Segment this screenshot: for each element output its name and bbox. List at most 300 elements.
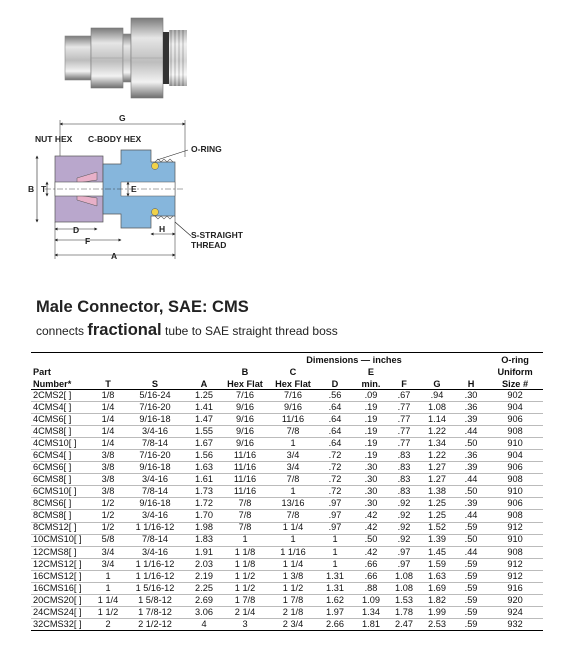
cell-h: .59 bbox=[464, 570, 478, 581]
table-row bbox=[31, 546, 543, 558]
label-a: A bbox=[111, 251, 118, 261]
cell-c: 1 bbox=[290, 486, 296, 497]
cell-s: 7/8-14 bbox=[141, 438, 169, 449]
cell-g: 1.34 bbox=[428, 438, 446, 449]
table-row bbox=[31, 402, 543, 414]
cell-c: 1 bbox=[290, 438, 296, 449]
cell-e: 1.09 bbox=[362, 594, 380, 605]
cell-part-number: 16CMS16[ ] bbox=[33, 582, 82, 593]
cell-s: 1 1/16-12 bbox=[135, 570, 175, 581]
table-body bbox=[31, 390, 543, 631]
cell-h: .50 bbox=[464, 534, 478, 545]
cell-a: 1.91 bbox=[195, 546, 213, 557]
cell-f: .83 bbox=[397, 474, 411, 485]
cell-oring-size: 910 bbox=[507, 534, 523, 545]
cell-h: .44 bbox=[464, 546, 478, 557]
cell-s: 1 7/8-12 bbox=[138, 606, 172, 617]
cell-part-number: 4CMS10[ ] bbox=[33, 438, 77, 449]
cell-h: .36 bbox=[464, 450, 478, 461]
cell-oring-size: 906 bbox=[507, 462, 523, 473]
cell-f: .83 bbox=[397, 486, 411, 497]
cell-e: .30 bbox=[364, 486, 378, 497]
table-row bbox=[31, 426, 543, 438]
header-c-top: C bbox=[289, 366, 297, 377]
cell-h: .36 bbox=[464, 401, 478, 412]
cell-b: 9/16 bbox=[236, 401, 254, 412]
cell-s: 7/8-14 bbox=[141, 534, 169, 545]
cell-f: 1.08 bbox=[395, 582, 413, 593]
cell-a: 1.25 bbox=[195, 389, 213, 400]
header-dimensions: Dimensions — inches bbox=[221, 353, 487, 366]
header-e-top: E bbox=[367, 366, 375, 377]
cell-part-number: 6CMS10[ ] bbox=[33, 486, 77, 497]
cell-t: 1/4 bbox=[101, 401, 115, 412]
table-row bbox=[31, 414, 543, 426]
header-t: T bbox=[93, 377, 123, 390]
table-row bbox=[31, 558, 543, 570]
cell-part-number: 4CMS8[ ] bbox=[33, 426, 72, 437]
cell-b: 1 1/2 bbox=[234, 582, 256, 593]
cell-part-number: 12CMS8[ ] bbox=[33, 546, 77, 557]
cell-part-number: 4CMS4[ ] bbox=[33, 401, 72, 412]
header-row-1 bbox=[31, 353, 543, 366]
cell-part-number: 8CMS8[ ] bbox=[33, 510, 72, 521]
cell-b: 7/8 bbox=[238, 498, 252, 509]
cell-oring-size: 912 bbox=[507, 570, 523, 581]
cell-b: 11/16 bbox=[233, 462, 257, 473]
cell-e: .19 bbox=[364, 438, 378, 449]
cell-b: 1 1/8 bbox=[234, 558, 256, 569]
cell-f: .92 bbox=[397, 522, 411, 533]
cell-t: 1/8 bbox=[101, 389, 115, 400]
cell-g: 1.27 bbox=[428, 474, 446, 485]
cell-t: 3/4 bbox=[101, 558, 115, 569]
cell-a: 1.67 bbox=[195, 438, 213, 449]
cell-e: .66 bbox=[364, 558, 378, 569]
label-o-ring: O-RING bbox=[191, 144, 222, 154]
cell-s: 7/16-20 bbox=[139, 401, 171, 412]
cell-f: .77 bbox=[397, 426, 411, 437]
cell-g: 2.53 bbox=[428, 618, 446, 629]
cell-g: 1.69 bbox=[428, 582, 446, 593]
cell-b: 3 bbox=[242, 618, 248, 629]
cell-oring-size: 912 bbox=[507, 522, 523, 533]
cell-e: .19 bbox=[364, 426, 378, 437]
page-title: Male Connector, SAE: CMS bbox=[36, 298, 249, 316]
cell-t: 1/2 bbox=[101, 522, 115, 533]
table-row bbox=[31, 618, 543, 630]
cell-g: 1.22 bbox=[428, 450, 446, 461]
cell-s: 7/16-20 bbox=[139, 450, 171, 461]
header-oring-top: O-ring bbox=[487, 353, 543, 366]
cell-c: 1 1/2 bbox=[282, 582, 304, 593]
cell-f: .97 bbox=[397, 558, 411, 569]
cell-d: .64 bbox=[328, 426, 342, 437]
subtitle-emphasis: fractional bbox=[87, 321, 162, 339]
cell-a: 2.69 bbox=[195, 594, 213, 605]
cell-part-number: 8CMS12[ ] bbox=[33, 522, 77, 533]
cell-t: 1/4 bbox=[101, 438, 115, 449]
cell-a: 3.06 bbox=[195, 606, 213, 617]
cell-oring-size: 902 bbox=[507, 389, 523, 400]
cell-h: .39 bbox=[464, 414, 478, 425]
cell-t: 5/8 bbox=[101, 534, 115, 545]
cell-a: 1.63 bbox=[195, 462, 213, 473]
table-row bbox=[31, 486, 543, 498]
cell-oring-size: 910 bbox=[507, 486, 523, 497]
label-g: G bbox=[119, 113, 126, 123]
label-e: E bbox=[131, 184, 137, 194]
cell-d: .64 bbox=[328, 401, 342, 412]
label-f: F bbox=[85, 236, 91, 246]
cell-h: .59 bbox=[464, 522, 478, 533]
cell-part-number: 24CMS24[ ] bbox=[33, 606, 82, 617]
fitting-photo bbox=[55, 6, 195, 106]
cell-d: 1 bbox=[332, 558, 338, 569]
cell-e: .09 bbox=[364, 389, 378, 400]
cell-f: 1.53 bbox=[395, 594, 413, 605]
cell-h: .50 bbox=[464, 486, 478, 497]
cell-a: 2.19 bbox=[195, 570, 213, 581]
cell-oring-size: 904 bbox=[507, 401, 523, 412]
cell-c: 2 3/4 bbox=[282, 618, 304, 629]
cell-s: 9/16-18 bbox=[139, 462, 171, 473]
cell-oring-size: 912 bbox=[507, 558, 523, 569]
table-row bbox=[31, 570, 543, 582]
cell-g: 1.38 bbox=[428, 486, 446, 497]
cell-d: .97 bbox=[328, 498, 342, 509]
header-d: D bbox=[317, 377, 353, 390]
cell-h: .59 bbox=[464, 618, 478, 629]
cell-s: 1 1/16-12 bbox=[135, 522, 175, 533]
cell-c: 2 1/8 bbox=[282, 606, 304, 617]
cell-part-number: 6CMS6[ ] bbox=[33, 462, 72, 473]
cell-t: 3/8 bbox=[101, 462, 115, 473]
cell-h: .39 bbox=[464, 498, 478, 509]
cell-f: .92 bbox=[397, 510, 411, 521]
cell-h: .59 bbox=[464, 594, 478, 605]
label-thread: THREAD bbox=[191, 240, 227, 250]
cell-oring-size: 910 bbox=[507, 438, 523, 449]
cell-b: 1 bbox=[242, 534, 248, 545]
header-f: F bbox=[389, 377, 419, 390]
cell-a: 1.61 bbox=[195, 474, 213, 485]
cell-t: 1/2 bbox=[101, 510, 115, 521]
cell-t: 1/2 bbox=[101, 498, 115, 509]
cell-e: .30 bbox=[364, 462, 378, 473]
cell-h: .59 bbox=[464, 558, 478, 569]
cell-c: 9/16 bbox=[284, 401, 302, 412]
label-s-straight: S-STRAIGHT bbox=[191, 230, 243, 240]
page-subtitle bbox=[36, 321, 338, 340]
cell-oring-size: 920 bbox=[507, 594, 523, 605]
header-g: G bbox=[419, 377, 455, 390]
cell-s: 9/16-18 bbox=[139, 498, 171, 509]
cell-part-number: 10CMS10[ ] bbox=[33, 534, 82, 545]
cell-d: .64 bbox=[328, 438, 342, 449]
cell-b: 9/16 bbox=[236, 438, 254, 449]
header-b-bottom: Hex Flat bbox=[221, 377, 269, 390]
cell-c: 1 3/8 bbox=[282, 570, 304, 581]
cell-t: 3/8 bbox=[101, 450, 115, 461]
cell-c: 1 1/16 bbox=[280, 546, 306, 557]
cell-oring-size: 924 bbox=[507, 606, 523, 617]
cell-part-number: 12CMS12[ ] bbox=[33, 558, 82, 569]
cell-b: 11/16 bbox=[233, 486, 257, 497]
header-b-top: B bbox=[241, 366, 249, 377]
cell-oring-size: 906 bbox=[507, 414, 523, 425]
cell-t: 1 bbox=[105, 582, 111, 593]
header-a: A bbox=[187, 377, 221, 390]
table-row bbox=[31, 522, 543, 534]
cell-d: 1.62 bbox=[326, 594, 344, 605]
cell-h: .59 bbox=[464, 606, 478, 617]
header-row-2 bbox=[31, 365, 543, 377]
cell-t: 2 bbox=[105, 618, 111, 629]
cell-e: .19 bbox=[364, 414, 378, 425]
cell-s: 3/4-16 bbox=[141, 510, 169, 521]
cell-h: .44 bbox=[464, 426, 478, 437]
cell-s: 7/8-14 bbox=[141, 486, 169, 497]
cell-a: 1.41 bbox=[195, 401, 213, 412]
table-row bbox=[31, 390, 543, 402]
cell-part-number: 20CMS20[ ] bbox=[33, 594, 82, 605]
table-row bbox=[31, 594, 543, 606]
cell-t: 3/8 bbox=[101, 474, 115, 485]
cell-d: 1.31 bbox=[326, 582, 344, 593]
cell-d: .64 bbox=[328, 414, 342, 425]
cell-oring-size: 908 bbox=[507, 474, 523, 485]
label-b: B bbox=[28, 184, 35, 194]
cell-g: 1.27 bbox=[428, 462, 446, 473]
cell-c: 11/16 bbox=[281, 414, 305, 425]
cell-e: .42 bbox=[364, 546, 378, 557]
cell-g: 1.25 bbox=[428, 510, 446, 521]
cell-t: 1/4 bbox=[101, 426, 115, 437]
cell-e: .19 bbox=[364, 450, 378, 461]
cell-f: .83 bbox=[397, 450, 411, 461]
cell-s: 1 5/16-12 bbox=[135, 582, 175, 593]
cell-f: 2.47 bbox=[395, 618, 413, 629]
cell-f: 1.78 bbox=[395, 606, 413, 617]
header-row-3 bbox=[31, 377, 543, 390]
cell-h: .44 bbox=[464, 474, 478, 485]
cell-e: .42 bbox=[364, 510, 378, 521]
cell-oring-size: 906 bbox=[507, 498, 523, 509]
cell-g: 1.25 bbox=[428, 498, 446, 509]
table-row bbox=[31, 534, 543, 546]
cell-f: .83 bbox=[397, 462, 411, 473]
cell-d: .56 bbox=[328, 389, 342, 400]
cell-d: .72 bbox=[328, 462, 342, 473]
cell-c: 1 bbox=[290, 534, 296, 545]
cell-d: 1 bbox=[332, 546, 338, 557]
cell-a: 1.70 bbox=[195, 510, 213, 521]
cell-d: 1.31 bbox=[326, 570, 344, 581]
cell-g: 1.45 bbox=[428, 546, 446, 557]
subtitle-pre: connects bbox=[36, 324, 85, 338]
cell-a: 2.03 bbox=[195, 558, 213, 569]
cell-b: 11/16 bbox=[233, 450, 257, 461]
cell-d: .97 bbox=[328, 522, 342, 533]
cell-g: 1.63 bbox=[428, 570, 446, 581]
cell-h: .39 bbox=[464, 462, 478, 473]
cell-oring-size: 932 bbox=[507, 618, 523, 629]
header-part-top: Part bbox=[33, 366, 51, 377]
cell-t: 1 1/2 bbox=[97, 606, 119, 617]
cell-e: 1.34 bbox=[362, 606, 380, 617]
cell-oring-size: 904 bbox=[507, 450, 523, 461]
cell-b: 9/16 bbox=[236, 426, 254, 437]
cell-b: 7/16 bbox=[236, 389, 254, 400]
cell-e: .50 bbox=[364, 534, 378, 545]
cell-g: 1.39 bbox=[428, 534, 446, 545]
cell-g: 1.22 bbox=[428, 426, 446, 437]
cell-s: 1 5/8-12 bbox=[138, 594, 172, 605]
cell-e: .88 bbox=[364, 582, 378, 593]
header-e-bottom: min. bbox=[353, 377, 389, 390]
cell-e: .19 bbox=[364, 401, 378, 412]
label-d: D bbox=[73, 225, 80, 235]
cell-s: 3/4-16 bbox=[141, 474, 169, 485]
cross-section-diagram bbox=[25, 112, 285, 262]
cell-g: 1.08 bbox=[428, 401, 446, 412]
cell-b: 1 7/8 bbox=[234, 594, 256, 605]
cell-h: .30 bbox=[464, 389, 478, 400]
label-h: H bbox=[159, 224, 166, 234]
cell-c: 1 7/8 bbox=[282, 594, 304, 605]
cell-d: 1 bbox=[332, 534, 338, 545]
header-part-bottom: Number* bbox=[31, 377, 93, 390]
cell-h: .44 bbox=[464, 510, 478, 521]
table-row bbox=[31, 462, 543, 474]
header-c-bottom: Hex Flat bbox=[269, 377, 317, 390]
cell-t: 1 1/4 bbox=[97, 594, 119, 605]
cell-a: 1.73 bbox=[195, 486, 213, 497]
cell-h: .50 bbox=[464, 438, 478, 449]
cell-part-number: 6CMS8[ ] bbox=[33, 474, 72, 485]
cell-oring-size: 908 bbox=[507, 546, 523, 557]
cell-part-number: 6CMS4[ ] bbox=[33, 450, 72, 461]
cell-g: 1.59 bbox=[428, 558, 446, 569]
cell-g: 1.52 bbox=[428, 522, 446, 533]
table-row bbox=[31, 510, 543, 522]
cell-f: .77 bbox=[397, 401, 411, 412]
cell-a: 1.55 bbox=[195, 426, 213, 437]
cell-a: 1.98 bbox=[195, 522, 213, 533]
table-row bbox=[31, 606, 543, 618]
cell-a: 1.83 bbox=[195, 534, 213, 545]
cell-oring-size: 908 bbox=[507, 426, 523, 437]
subtitle-post: tube to SAE straight thread boss bbox=[165, 324, 338, 338]
cell-e: .66 bbox=[364, 570, 378, 581]
label-c-body-hex: C-BODY HEX bbox=[88, 134, 142, 144]
cell-s: 5/16-24 bbox=[139, 389, 171, 400]
cell-e: .30 bbox=[364, 474, 378, 485]
table-row bbox=[31, 438, 543, 450]
cell-f: .92 bbox=[397, 498, 411, 509]
cell-d: .72 bbox=[328, 450, 342, 461]
cell-part-number: 32CMS32[ ] bbox=[33, 618, 82, 629]
cell-b: 2 1/4 bbox=[234, 606, 256, 617]
cell-b: 7/8 bbox=[238, 510, 252, 521]
header-h: H bbox=[455, 377, 487, 390]
cell-c: 13/16 bbox=[281, 498, 305, 509]
cell-c: 3/4 bbox=[286, 462, 300, 473]
cell-g: 1.14 bbox=[428, 414, 446, 425]
cell-s: 3/4-16 bbox=[141, 546, 169, 557]
cell-d: .72 bbox=[328, 474, 342, 485]
cell-f: .67 bbox=[397, 389, 411, 400]
cell-t: 1/4 bbox=[101, 414, 115, 425]
cell-f: .77 bbox=[397, 438, 411, 449]
cell-part-number: 16CMS12[ ] bbox=[33, 570, 82, 581]
cell-s: 2 1/2-12 bbox=[138, 618, 172, 629]
cell-d: 1.97 bbox=[326, 606, 344, 617]
cell-g: 1.82 bbox=[428, 594, 446, 605]
cell-c: 3/4 bbox=[286, 450, 300, 461]
cell-part-number: 2CMS2[ ] bbox=[33, 389, 72, 400]
cell-c: 7/16 bbox=[284, 389, 302, 400]
table-row bbox=[31, 474, 543, 486]
header-s: S bbox=[123, 377, 187, 390]
cell-part-number: 8CMS6[ ] bbox=[33, 498, 72, 509]
cell-b: 1 1/2 bbox=[234, 570, 256, 581]
cell-a: 2.25 bbox=[195, 582, 213, 593]
cell-s: 3/4-16 bbox=[141, 426, 169, 437]
header-oring-bottom: Size # bbox=[487, 377, 543, 390]
cell-b: 9/16 bbox=[236, 414, 254, 425]
cell-t: 3/4 bbox=[101, 546, 115, 557]
cell-a: 1.56 bbox=[195, 450, 213, 461]
cell-e: .42 bbox=[364, 522, 378, 533]
cell-b: 7/8 bbox=[238, 522, 252, 533]
cell-e: 1.81 bbox=[362, 618, 380, 629]
cell-s: 1 1/16-12 bbox=[135, 558, 175, 569]
cell-t: 3/8 bbox=[101, 486, 115, 497]
cell-b: 11/16 bbox=[233, 474, 257, 485]
cell-c: 7/8 bbox=[286, 510, 300, 521]
label-t: T bbox=[41, 184, 47, 194]
cell-d: .72 bbox=[328, 486, 342, 497]
cell-g: 1.99 bbox=[428, 606, 446, 617]
cell-f: .97 bbox=[397, 546, 411, 557]
cell-e: .30 bbox=[364, 498, 378, 509]
cell-c: 1 1/4 bbox=[282, 558, 304, 569]
cell-a: 1.72 bbox=[195, 498, 213, 509]
cell-d: .97 bbox=[328, 510, 342, 521]
cell-d: 2.66 bbox=[326, 618, 344, 629]
cell-c: 1 1/4 bbox=[282, 522, 304, 533]
dimensions-table bbox=[31, 352, 543, 631]
cell-h: .59 bbox=[464, 582, 478, 593]
cell-part-number: 4CMS6[ ] bbox=[33, 414, 72, 425]
cell-g: .94 bbox=[430, 389, 444, 400]
cell-f: .77 bbox=[397, 414, 411, 425]
label-nut-hex: NUT HEX bbox=[35, 134, 73, 144]
cell-a: 4 bbox=[201, 618, 207, 629]
cell-t: 1 bbox=[105, 570, 111, 581]
cell-oring-size: 908 bbox=[507, 510, 523, 521]
cell-s: 9/16-18 bbox=[139, 414, 171, 425]
table-row bbox=[31, 498, 543, 510]
cell-f: 1.08 bbox=[395, 570, 413, 581]
cell-c: 7/8 bbox=[286, 474, 300, 485]
cell-c: 7/8 bbox=[286, 426, 300, 437]
table-row bbox=[31, 582, 543, 594]
cell-oring-size: 916 bbox=[507, 582, 523, 593]
cell-f: .92 bbox=[397, 534, 411, 545]
